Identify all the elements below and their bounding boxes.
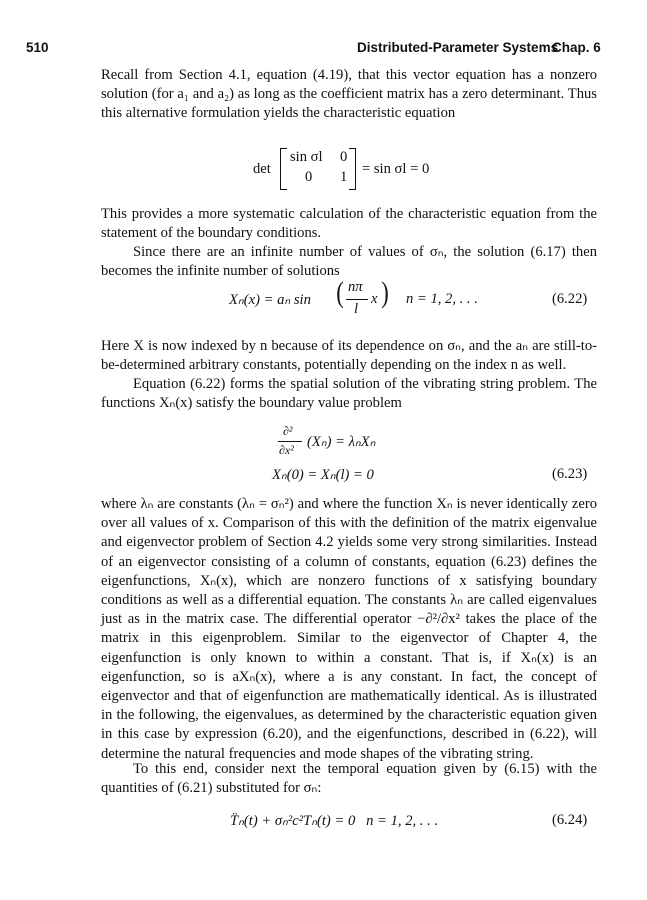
running-title: Distributed-Parameter Systems [357, 40, 559, 55]
eq622-range: n = 1, 2, . . . [406, 291, 478, 307]
eq623-derivative-denominator: ∂x² [279, 443, 294, 457]
paragraph-indexed: Here X is now indexed by n because of its dependence on σₙ, and the aₙ are still-to-be-determined arbitrary constants, potentially depending on the index n as well. [101, 338, 597, 374]
page-number: 510 [26, 40, 49, 55]
eq622-open-paren: ( [336, 276, 344, 309]
eq623-fraction-bar [278, 441, 302, 442]
matrix-left-bracket [280, 148, 287, 190]
eq623-boundary-conditions: Xₙ(0) = Xₙ(l) = 0 [272, 467, 374, 483]
eq623-number: (6.23) [552, 466, 588, 482]
eq622-numerator: nπ [348, 279, 363, 295]
eq623-derivative-numerator: ∂² [283, 424, 293, 438]
eq622-denominator: l [354, 301, 359, 317]
det-rhs: = sin σl = 0 [362, 161, 430, 177]
matrix-cell-22: 1 [340, 169, 348, 185]
paragraph-temporal: To this end, consider next the temporal equation given by (6.15) with the quantities of (6.21) substituted for σₙ: [101, 761, 597, 797]
paragraph-spatial-solution: Equation (6.22) forms the spatial solution of the vibrating string problem. The functions Xₙ(x) satisfy the boundary value problem [101, 376, 597, 412]
eq624-number: (6.24) [552, 812, 588, 828]
eq622-number: (6.22) [552, 291, 588, 307]
det-label: det [253, 161, 271, 177]
eq622-close-paren: ) [381, 276, 389, 309]
eq623-line1: (Xₙ) = λₙXₙ [307, 434, 376, 450]
paragraph-eigenfunctions: where λₙ are constants (λₙ = σₙ²) and where the function Xₙ is never identically zero over all values of x. Comparison of this with the definition of the matrix eigenvalue and eigenvector problem of Section 4.2 yields some very strong similarities. Instead of an eigenvector consisting of a column of constants, equation (6.23) defines the eigenfunctions, Xₙ(x), which are nonzero functions of x satisfying boundary conditions as well as a differential equation. The constants λₙ are called eigenvalues just as in the matrix case. The differential operator −∂²/∂x² takes the place of the matrix in this eigenproblem. Similar to the eigenvector of Chapter 4, the eigenfunction is only known to within a constant. That is, if Xₙ(x) is an eigenfunction, so is aXₙ(x), where a is any constant. In fact, the concept of eigenvector and that of eigenfunction are mathematically identical. As is illustrated in the following, the eigenvalues, as determined by the characteristic equation given in this case by expression (6.20), and the eigenfunctions, described in (6.22), will determine the natural frequencies and mode shapes of the vibrating string. [101, 496, 597, 762]
chapter-label: Chap. 6 [552, 40, 601, 55]
matrix-right-bracket [349, 148, 356, 190]
matrix-cell-11: sin σl [290, 149, 323, 165]
eq624-body: T̈ₙ(t) + σₙ²c²Tₙ(t) = 0 n = 1, 2, . . . [230, 813, 439, 829]
matrix-cell-12: 0 [340, 149, 348, 165]
eq622-variable: x [371, 291, 378, 307]
eq622-fraction-bar [346, 299, 368, 300]
matrix-cell-21: 0 [305, 169, 313, 185]
paragraph-infinite-solutions: Since there are an infinite number of values of σₙ, the solution (6.17) then becomes the infinite number of solutions [101, 244, 597, 280]
paragraph-intro: Recall from Section 4.1, equation (4.19), that this vector equation has a nonzero solution (for a₁ and a₂) as long as the coefficient matrix has a zero determinant. Thus this alternative formulation yields the characteristic equation [101, 67, 597, 122]
eq622-lhs: Xₙ(x) = aₙ sin [229, 292, 311, 308]
coefficient-matrix [280, 148, 356, 190]
paragraph-systematic: This provides a more systematic calculation of the characteristic equation from the statement of the boundary conditions. [101, 206, 597, 242]
